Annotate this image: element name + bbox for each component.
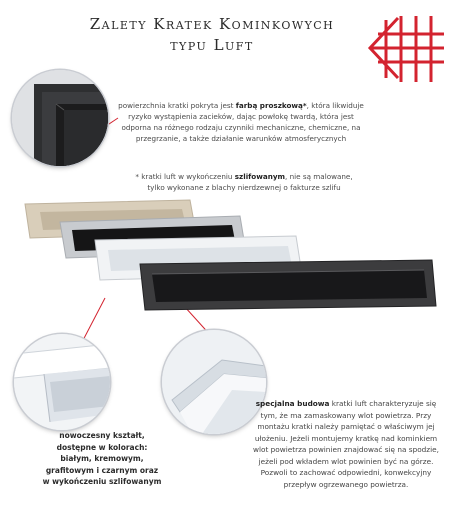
construction-description xyxy=(248,398,444,490)
title-line-1: Zalety Kratek Kominkowych xyxy=(89,15,335,33)
paint-text-bold: farbą proszkową* xyxy=(235,101,307,110)
note-text-post: , nie są malowane, tylko wykonane z blachy nierdzewnej o fakturze szlifu xyxy=(147,172,353,192)
grille-black xyxy=(140,260,436,310)
shape-colors-caption: nowoczesny kształt, dostępne w kolorach: białym, kremowym, grafitowym i czarnym oraz w wykończeniu szlifowanym xyxy=(42,431,162,486)
white-grille-corner-image xyxy=(14,334,110,430)
paint-text-pre: powierzchnia kratki pokryta jest xyxy=(118,101,236,110)
zoom-circle-shape xyxy=(14,334,110,430)
paint-text-post: , która likwiduje ryzyko wystąpienia zacieków, dając powłokę twardą, która jest odporna na różnego rodzaju czynniki mechaniczne, chemiczne, na przegrzanie, a także działanie warunków atmosferycznych xyxy=(121,101,364,143)
note-text-pre: * kratki luft w wykończeniu xyxy=(135,172,235,181)
note-text-bold: szlifowanym xyxy=(234,172,286,181)
title-line-2: typu Luft xyxy=(170,36,254,54)
construction-text-post: kratki luft charakteryzuje się tym, że ma zamaskowany wlot powietrza. Przy montażu kratki należy pamiętać o właściwym jej ułożeniu. Jeżeli montujemy kratkę nad kominkiem wlot powietrza powinien znajdować się na spodzie, jeżeli pod wkładem wlot powinien być na górze. Pozwoli to zachować odpowiedni, konwekcyjny przepływ ogrzewanego powietrza. xyxy=(253,399,439,489)
construction-text-bold: specjalna budowa xyxy=(255,399,330,408)
